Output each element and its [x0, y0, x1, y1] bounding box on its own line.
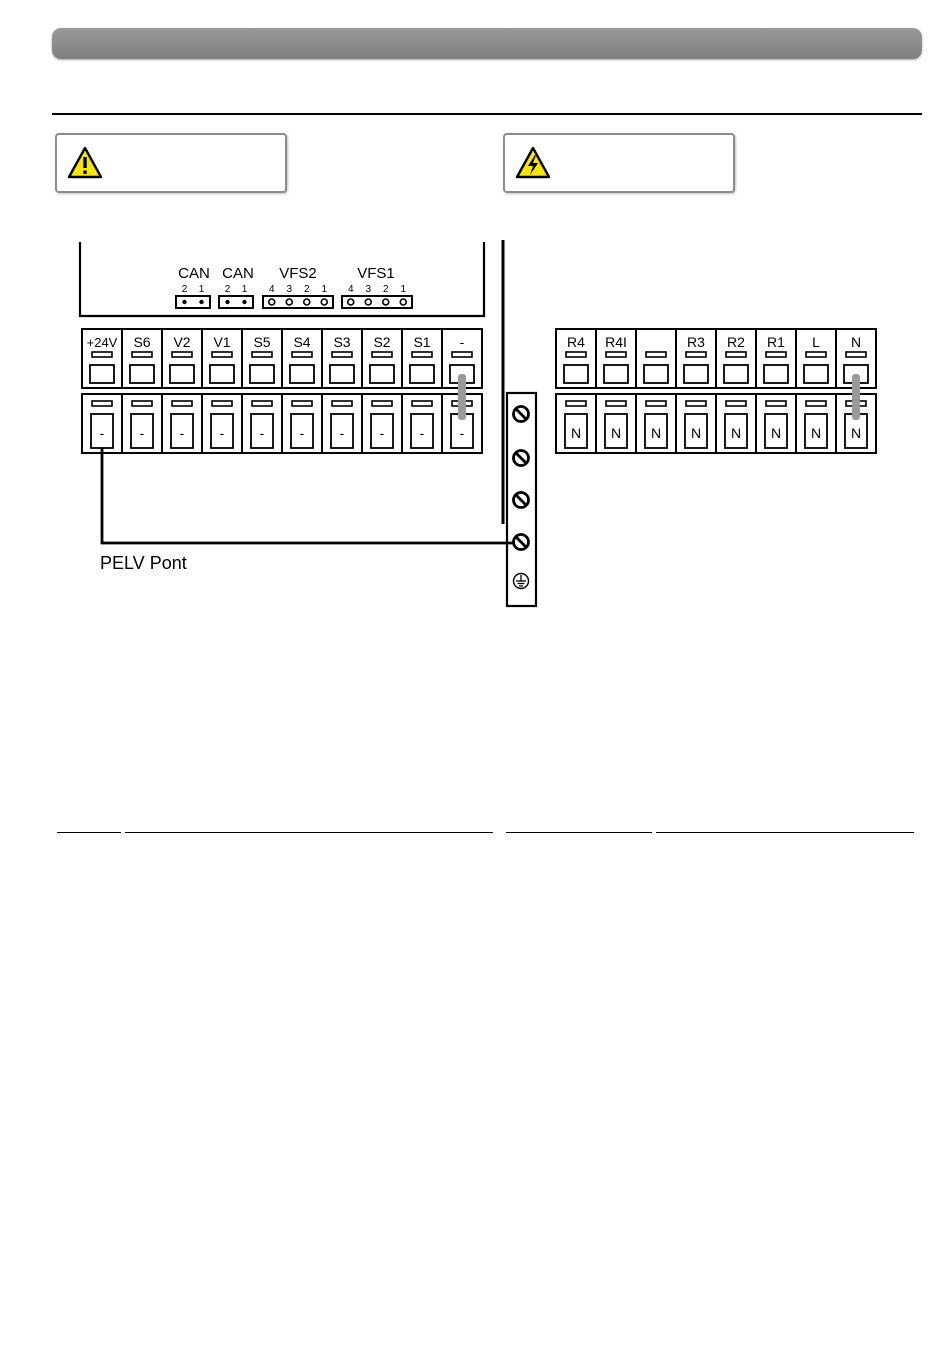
terminal-label-bottom: N: [650, 425, 662, 441]
connector-pin: [348, 299, 354, 305]
terminal-slot: [566, 401, 586, 406]
connector-pin-number: 2: [224, 284, 231, 295]
earth-screw: [514, 493, 529, 508]
earth-screw: [514, 407, 529, 422]
terminal-label-top: S6: [133, 334, 151, 350]
connector-pin: [242, 300, 246, 304]
terminal-blocks: [82, 329, 876, 453]
terminal-label-bottom: -: [419, 425, 425, 441]
terminal-slot: [806, 401, 826, 406]
terminal-slot: [766, 401, 786, 406]
terminal-screw-window: [330, 365, 354, 383]
pelv-bridge-wire: [102, 448, 513, 543]
terminal-slot: [172, 401, 192, 406]
terminal-label-top: R3: [687, 334, 705, 350]
terminal-label-top: R1: [767, 334, 785, 350]
table-rule-3: [506, 832, 652, 833]
terminal-slot: [332, 401, 352, 406]
terminal-slot: [292, 352, 312, 357]
terminal-label-bottom: -: [459, 425, 465, 441]
terminal-slot: [806, 352, 826, 357]
connector-pin-number: 3: [286, 284, 293, 295]
connector-pin-number: 1: [321, 284, 328, 295]
earth-bar: [503, 240, 536, 606]
terminal-screw-window: [130, 365, 154, 383]
terminal-slot: [92, 352, 112, 357]
terminal-slot: [132, 352, 152, 357]
connector-pin-number: 1: [198, 284, 205, 295]
terminal-slot: [686, 401, 706, 406]
terminal-label-top: N: [850, 334, 862, 350]
terminal-label-top: S5: [253, 334, 271, 350]
terminal-label-bottom: -: [139, 425, 145, 441]
earth-screw: [514, 451, 529, 466]
terminal-slot: [372, 401, 392, 406]
terminal-slot: [332, 352, 352, 357]
connector-label: VFS1: [357, 265, 395, 282]
terminal-slot: [646, 352, 666, 357]
terminal-slot: [252, 352, 272, 357]
terminal-slot: [92, 401, 112, 406]
terminal-screw-window: [290, 365, 314, 383]
terminal-label-top: S4: [293, 334, 311, 350]
connector-pin: [269, 299, 275, 305]
terminal-label-top: V2: [173, 334, 191, 350]
terminal-screw-window: [410, 365, 434, 383]
terminal-label-top: +24V: [86, 335, 118, 350]
terminal-label-top: R4I: [605, 334, 627, 350]
connector-pin: [383, 299, 389, 305]
terminal-label-bottom: N: [690, 425, 702, 441]
connector-pin-number: 3: [365, 284, 372, 295]
terminal-slot: [292, 401, 312, 406]
table-rule-2: [125, 832, 493, 833]
connector-header: [219, 296, 253, 308]
pelv-wire: [102, 448, 513, 543]
terminal-screw-window: [170, 365, 194, 383]
terminal-slot: [212, 352, 232, 357]
connector-pin-number: 2: [181, 284, 188, 295]
terminal-label-top: L: [812, 334, 820, 350]
pelv-bridge-label: PELV Pont: [100, 553, 187, 573]
terminal-slot: [606, 401, 626, 406]
connector-headers: [80, 242, 484, 316]
connector-pin: [304, 299, 310, 305]
terminal-slot: [726, 352, 746, 357]
terminal-label-bottom: -: [339, 425, 345, 441]
terminal-slot: [566, 352, 586, 357]
connector-pin: [182, 300, 186, 304]
terminal-label-bottom: N: [770, 425, 782, 441]
terminal-label-bottom: -: [99, 425, 105, 441]
terminal-screw-window: [764, 365, 788, 383]
earth-screw: [514, 535, 529, 550]
table-rule-1: [57, 832, 121, 833]
terminal-slot: [846, 352, 866, 357]
terminal-label-bottom: N: [730, 425, 742, 441]
connector-pin: [400, 299, 406, 305]
terminal-screw-window: [210, 365, 234, 383]
terminal-screw-window: [250, 365, 274, 383]
terminal-slot: [172, 352, 192, 357]
terminal-slot: [606, 352, 626, 357]
terminal-slot: [252, 401, 272, 406]
connector-pin: [225, 300, 229, 304]
connector-label: VFS2: [279, 265, 317, 282]
table-rule-4: [656, 832, 914, 833]
terminal-label-top: S2: [373, 334, 391, 350]
terminal-screw-window: [604, 365, 628, 383]
terminal-screw-window: [564, 365, 588, 383]
connector-pin-number: 2: [303, 284, 310, 295]
protective-earth-icon: [514, 574, 529, 589]
connector-pin-number: 1: [241, 284, 248, 295]
terminal-label-top: S1: [413, 334, 431, 350]
connector-pin-number: 4: [268, 284, 275, 295]
terminal-screw-window: [724, 365, 748, 383]
terminal-slot: [372, 352, 392, 357]
terminal-slot: [686, 352, 706, 357]
terminal-screw-window: [644, 365, 668, 383]
terminal-label-top: R4: [567, 334, 585, 350]
terminal-label-bottom: -: [179, 425, 185, 441]
terminal-screw-window: [804, 365, 828, 383]
bridge-jumper: [458, 374, 466, 420]
bridge-jumper: [852, 374, 860, 420]
terminal-label-bottom: -: [219, 425, 225, 441]
terminal-screw-window: [90, 365, 114, 383]
connector-pin: [286, 299, 292, 305]
terminal-label-top: -: [459, 334, 465, 350]
terminal-slot: [132, 401, 152, 406]
connector-pin: [321, 299, 327, 305]
terminal-label-bottom: N: [810, 425, 822, 441]
connector-pin: [365, 299, 371, 305]
terminal-label-top: V1: [213, 334, 231, 350]
terminal-screw-window: [370, 365, 394, 383]
terminal-slot: [412, 401, 432, 406]
connector-label: CAN: [222, 265, 254, 282]
terminal-label-bottom: -: [259, 425, 265, 441]
connector-pin-number: 4: [347, 284, 354, 295]
connector-label: CAN: [178, 265, 210, 282]
terminal-label-top: R2: [727, 334, 745, 350]
terminal-label-bottom: -: [379, 425, 385, 441]
terminal-slot: [726, 401, 746, 406]
terminal-slot: [412, 352, 432, 357]
terminal-label-bottom: N: [570, 425, 582, 441]
terminal-slot: [452, 352, 472, 357]
terminal-label-bottom: N: [610, 425, 622, 441]
terminal-screw-window: [684, 365, 708, 383]
connector-pin-number: 2: [382, 284, 389, 295]
terminal-label-bottom: -: [299, 425, 305, 441]
terminal-slot: [646, 401, 666, 406]
terminal-label-bottom: N: [850, 425, 862, 441]
connector-pin: [199, 300, 203, 304]
connector-header: [176, 296, 210, 308]
terminal-slot: [212, 401, 232, 406]
connector-pin-number: 1: [400, 284, 407, 295]
terminal-slot: [766, 352, 786, 357]
terminal-label-top: S3: [333, 334, 351, 350]
